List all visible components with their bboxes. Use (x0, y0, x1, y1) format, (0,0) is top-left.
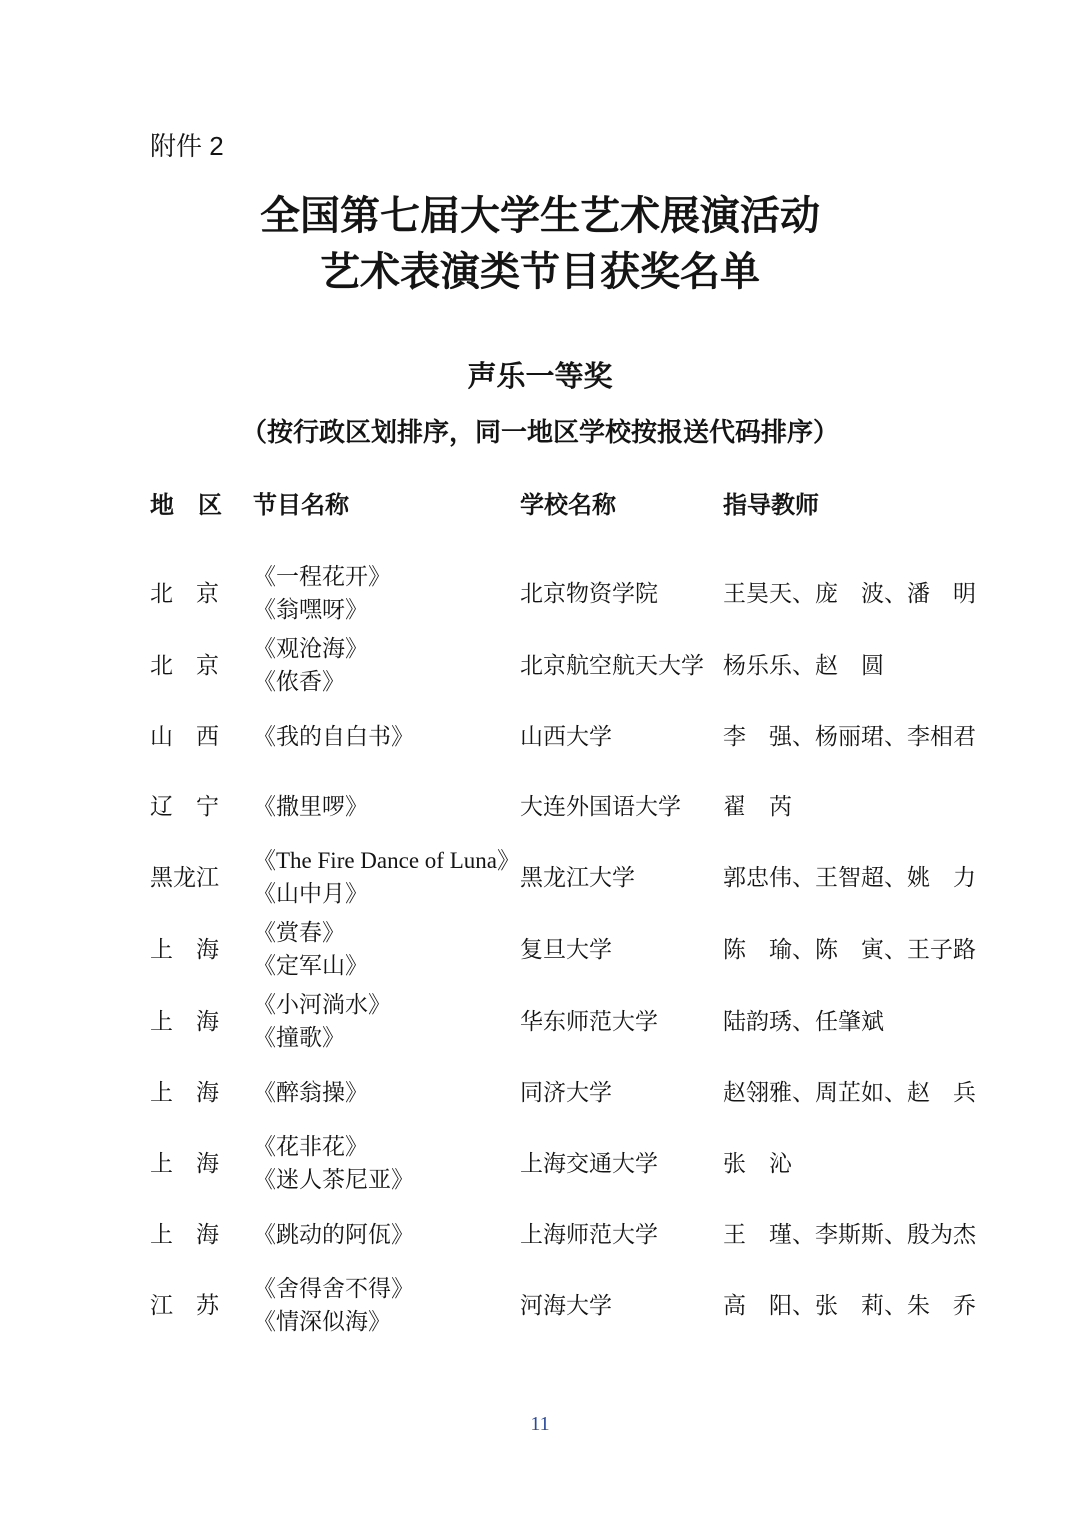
program-title: 《观沧海》 (253, 636, 368, 661)
program-cell (253, 720, 520, 753)
program-cell (253, 916, 520, 982)
teachers-cell: 赵翎雅、周芷如、赵 兵 (723, 1079, 976, 1105)
school-cell: 北京物资学院 (520, 580, 658, 606)
school-cell: 同济大学 (520, 1079, 612, 1105)
teachers-cell: 陆韵琇、任肇斌 (723, 1008, 884, 1034)
teachers-cell: 李 强、杨丽珺、李相君 (723, 723, 976, 749)
page-number: 11 (530, 1413, 550, 1435)
teachers-cell: 翟 芮 (723, 793, 792, 819)
table-row (150, 1130, 930, 1196)
header-program: 节目名称 (253, 492, 349, 519)
program-cell (253, 1218, 520, 1251)
region-cell: 上 海 (150, 1079, 219, 1105)
teachers-cell: 王昊天、庞 波、潘 明 (723, 580, 976, 606)
header-teachers: 指导教师 (723, 492, 819, 519)
program-title: 《花非花》 (253, 1134, 368, 1159)
program-title: 《赏春》 (253, 920, 345, 945)
school-cell: 大连外国语大学 (520, 793, 681, 819)
program-title: 《翁嘿呀》 (253, 597, 368, 622)
school-cell: 黑龙江大学 (520, 864, 635, 890)
program-title: 《情深似海》 (253, 1309, 391, 1334)
region-cell: 山 西 (150, 723, 219, 749)
program-title: 《我的自白书》 (253, 723, 414, 749)
program-title: 《醉翁操》 (253, 1079, 368, 1105)
table-row (150, 916, 976, 982)
table-row (150, 1202, 976, 1266)
program-title: 《跳动的阿佤》 (253, 1221, 414, 1247)
region-cell: 江 苏 (150, 1292, 219, 1318)
region-cell: 辽 宁 (150, 793, 219, 819)
table-row (150, 1272, 976, 1338)
program-cell (253, 988, 520, 1054)
school-cell: 上海交通大学 (520, 1150, 658, 1176)
teachers-cell: 王 瑾、李斯斯、殷为杰 (723, 1221, 976, 1247)
region-cell: 黑龙江 (150, 864, 219, 890)
region-cell: 上 海 (150, 1221, 219, 1247)
teachers-cell: 陈 瑜、陈 寅、王子路 (723, 936, 976, 962)
document-title (150, 188, 930, 300)
school-cell: 复旦大学 (520, 936, 612, 962)
program-title: 《舍得舍不得》 (253, 1276, 414, 1301)
program-title: 《The Fire Dance of Luna》 (253, 848, 520, 873)
table-row (150, 988, 930, 1054)
school-cell: 北京航空航天大学 (520, 652, 704, 678)
table-row (150, 704, 976, 768)
section-title: 声乐一等奖 (467, 361, 613, 393)
table-row (150, 774, 930, 838)
school-cell: 上海师范大学 (520, 1221, 658, 1247)
program-cell (253, 1130, 520, 1196)
program-cell (253, 1272, 520, 1338)
program-title: 《一程花开》 (253, 564, 391, 589)
teachers-cell: 张 沁 (723, 1150, 792, 1176)
table-row (150, 560, 976, 626)
teachers-cell: 郭忠伟、王智超、姚 力 (723, 864, 976, 890)
table-header (150, 492, 930, 520)
sort-note: （按行政区划排序，同一地区学校按报送代码排序） (240, 417, 839, 447)
program-title: 《小河淌水》 (253, 992, 391, 1017)
program-title: 《撒里啰》 (253, 793, 368, 819)
region-cell: 上 海 (150, 1150, 219, 1176)
school-cell: 山西大学 (520, 723, 612, 749)
region-cell: 北 京 (150, 652, 219, 678)
teachers-cell: 杨乐乐、赵 圆 (723, 652, 884, 678)
table-row (150, 1060, 976, 1124)
region-cell: 北 京 (150, 580, 219, 606)
document-title-line1: 全国第七届大学生艺术展演活动 (260, 193, 820, 238)
program-title: 《定军山》 (253, 953, 368, 978)
program-cell (253, 1076, 520, 1109)
document-title-line2: 艺术表演类节目获奖名单 (320, 249, 760, 294)
school-cell: 华东师范大学 (520, 1008, 658, 1034)
header-region: 地 区 (150, 492, 222, 519)
header-school: 学校名称 (520, 492, 616, 519)
program-cell (253, 844, 520, 910)
region-cell: 上 海 (150, 1008, 219, 1034)
awards-table-body (150, 560, 976, 1338)
awards-table (150, 492, 976, 1338)
school-cell: 河海大学 (520, 1292, 612, 1318)
program-cell (253, 632, 520, 698)
attachment-label: 附件 2 (150, 131, 224, 161)
program-cell (253, 560, 520, 626)
program-title: 《山中月》 (253, 881, 368, 906)
table-row (150, 632, 930, 698)
program-title: 《撞歌》 (253, 1025, 345, 1050)
region-cell: 上 海 (150, 936, 219, 962)
teachers-cell: 高 阳、张 莉、朱 乔 (723, 1292, 976, 1318)
program-cell (253, 790, 520, 823)
program-title: 《侬香》 (253, 669, 345, 694)
program-title: 《迷人茶尼亚》 (253, 1167, 414, 1192)
table-row (150, 844, 976, 910)
